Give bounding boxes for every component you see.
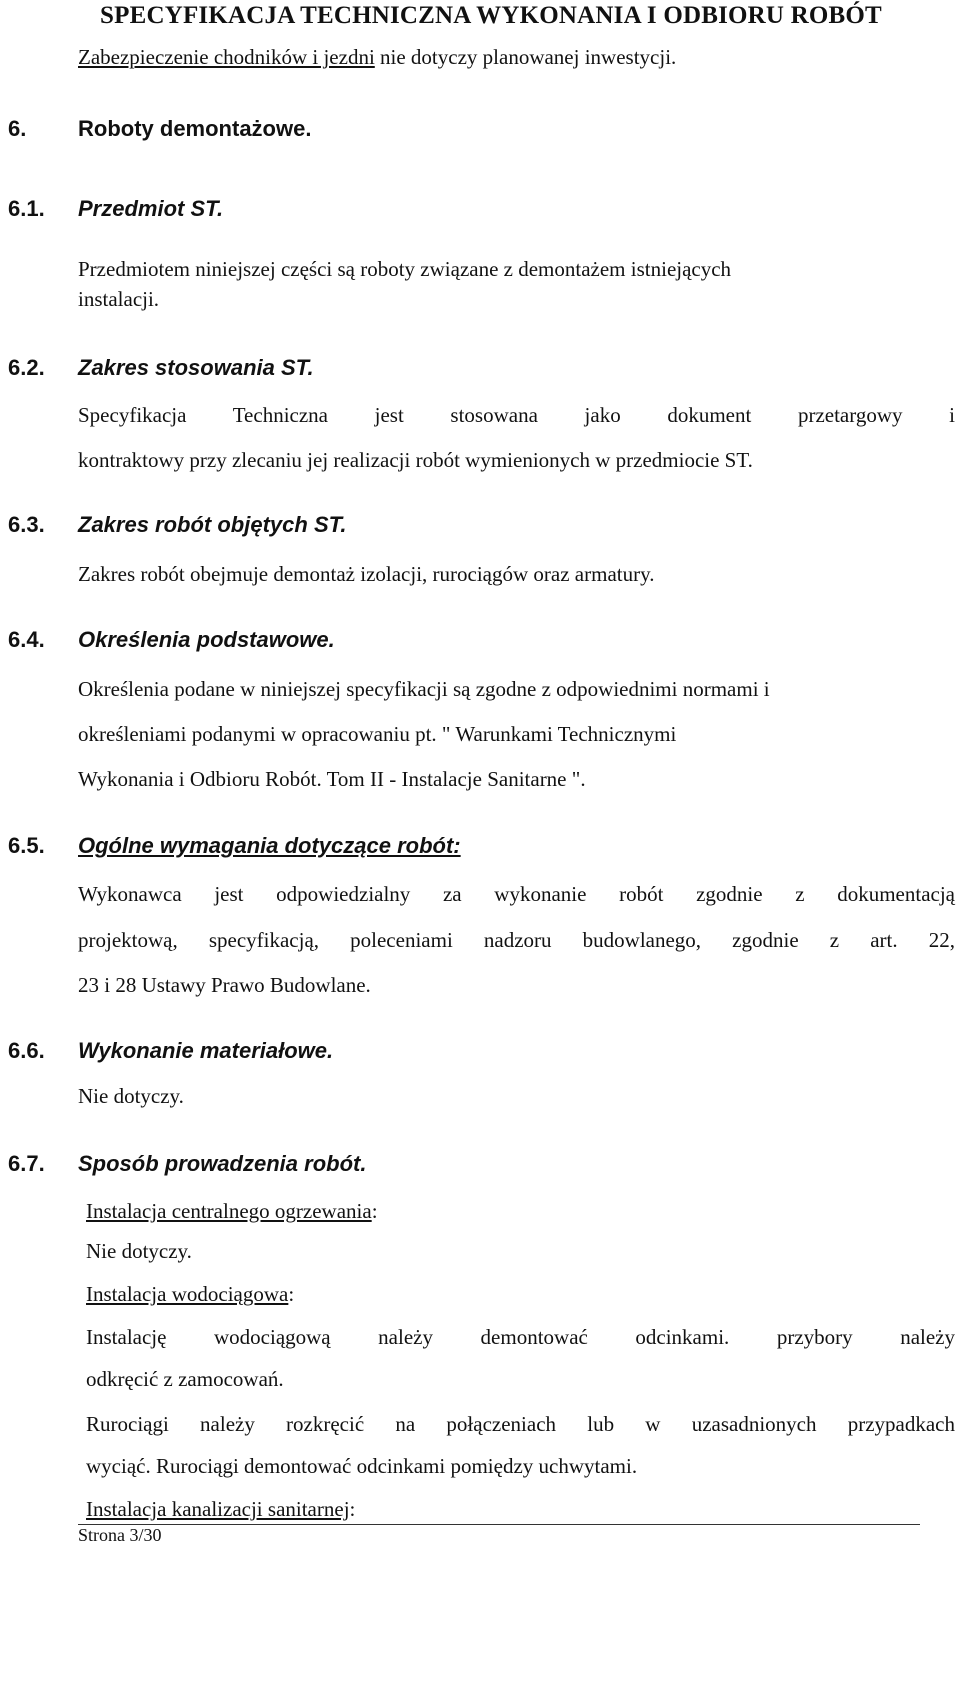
footer-divider [78, 1524, 920, 1525]
intro-paragraph [78, 34, 676, 81]
section-6-3-line-1: Zakres robót obejmuje demontaż izolacji, rurociągów oraz armatury. [78, 562, 655, 586]
section-6-2-line-2: kontraktowy przy zlecaniu jej realizacji robót wymienionych w przedmiocie ST. [78, 448, 753, 472]
section-6-5-title [78, 833, 461, 859]
page-header: SPECYFIKACJA TECHNICZNA WYKONANIA I ODBIORU ROBÓT [100, 2, 882, 29]
section-6-1-line-1: Przedmiotem niniejszej części są roboty związane z demontażem istniejących [78, 257, 732, 281]
section-6-5-number: 6.5. [8, 833, 45, 858]
water-install-label: Instalacja wodociągowa [86, 1282, 289, 1306]
section-6-5-line-1 [78, 879, 955, 909]
section-6-1-line-2: instalacji. [78, 287, 160, 311]
section-6-4-number: 6.4. [8, 627, 45, 652]
heating-install-colon: : [371, 1199, 378, 1223]
section-6-2-line-1-text: Specyfikacja Techniczna jest stosowana jako dokument przetargowy i [78, 403, 955, 427]
water-install-colon: : [288, 1282, 295, 1306]
section-6-3-title: Zakres robót objętych ST. [78, 512, 347, 537]
section-6-4-title: Określenia podstawowe. [78, 627, 335, 652]
water-install-line-3-text: Rurociągi należy rozkręcić na połączeniach lub w uzasadnionych przypadkach [86, 1412, 955, 1436]
section-6-2-number: 6.2. [8, 355, 45, 380]
section-6-5-line-2-text: projektową, specyfikacją, poleceniami nadzoru budowlanego, zgodnie z art. 22, [78, 928, 955, 952]
heating-install-heading [86, 1196, 378, 1226]
section-6-6-title: Wykonanie materiałowe. [78, 1038, 334, 1063]
section-6-5-line-3: 23 i 28 Ustawy Prawo Budowlane. [78, 973, 371, 997]
section-6-7-title: Sposób prowadzenia robót. [78, 1151, 367, 1176]
section-6-title: Roboty demontażowe. [78, 116, 312, 141]
heating-install-text: Nie dotyczy. [86, 1239, 192, 1263]
section-6-2-line-1 [78, 400, 955, 430]
section-6-7-number: 6.7. [8, 1151, 45, 1176]
page-number: Strona 3/30 [78, 1525, 162, 1545]
intro-underlined-text: Zabezpieczenie chodników i jezdni [78, 45, 375, 69]
section-6-1-number: 6.1. [8, 196, 45, 221]
intro-text: nie dotyczy planowanej inwestycji. [374, 45, 677, 69]
section-6-5-line-2 [78, 925, 955, 955]
sewage-install-colon: : [349, 1497, 356, 1521]
section-6-2-title: Zakres stosowania ST. [78, 355, 314, 380]
water-install-line-1 [86, 1322, 955, 1352]
section-6-6-number: 6.6. [8, 1038, 45, 1063]
section-6-3-number: 6.3. [8, 512, 45, 537]
water-install-line-3 [86, 1409, 955, 1439]
section-6-5-line-1-text: Wykonawca jest odpowiedzialny za wykonanie robót zgodnie z dokumentacją [78, 882, 955, 906]
section-6-4-line-2: określeniami podanymi w opracowaniu pt. " Warunkami Technicznymi [78, 722, 677, 746]
water-install-line-4: wyciąć. Rurociągi demontować odcinkami pomiędzy uchwytami. [86, 1454, 638, 1478]
section-6-4-line-1: Określenia podane w niniejszej specyfikacji są zgodne z odpowiednimi normami i [78, 677, 770, 701]
water-install-heading [86, 1279, 294, 1309]
water-install-line-2: odkręcić z zamocowań. [86, 1367, 284, 1391]
section-6-4-line-3: Wykonania i Odbioru Robót. Tom II - Instalacje Sanitarne ". [78, 767, 586, 791]
section-6-6-line-1: Nie dotyczy. [78, 1084, 184, 1108]
sewage-install-label: Instalacja kanalizacji sanitarnej [86, 1497, 350, 1521]
section-6-1-title: Przedmiot ST. [78, 196, 224, 221]
section-6-5-title-text: Ogólne wymagania dotyczące robót: [78, 833, 461, 858]
sewage-install-heading [86, 1494, 355, 1524]
water-install-line-1-text: Instalację wodociągową należy demontować odcinkami. przybory należy [86, 1325, 955, 1349]
heating-install-label: Instalacja centralnego ogrzewania [86, 1199, 372, 1223]
section-6-number: 6. [8, 116, 27, 141]
